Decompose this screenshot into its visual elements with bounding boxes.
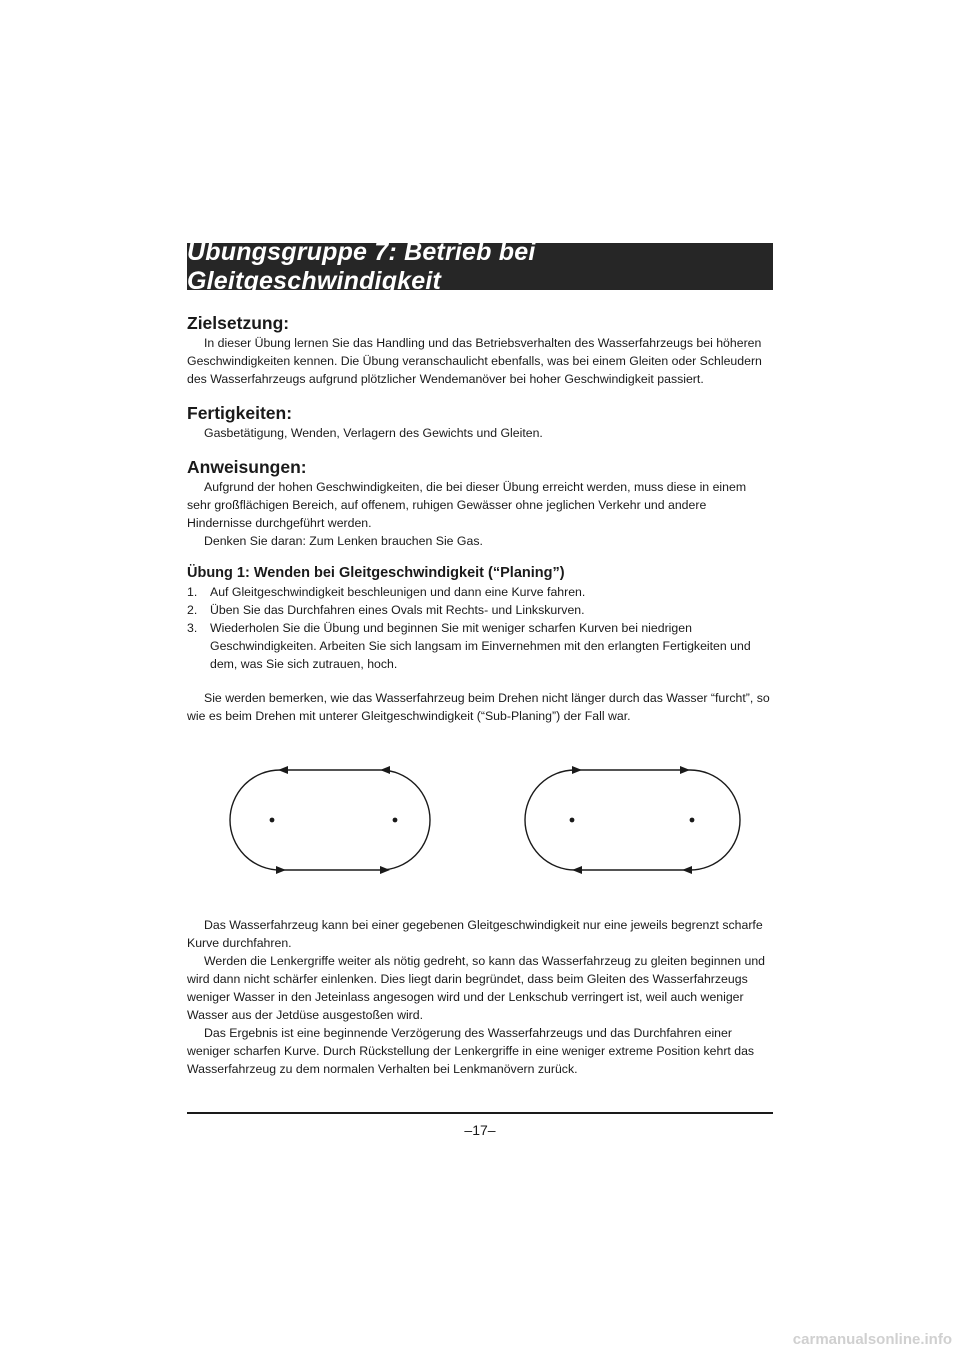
text-after-figure-3: Das Ergebnis ist eine beginnende Verzögerung des Wasserfahrzeugs und das Durchfahren einer weniger scharfen Kurve. Durch Rückstellung der Lenkergriffe in eine weniger extreme Position kehrt das Wasserfahrzeug zu dem normalen Verhalten bei Lenkmanövern zurück. <box>187 1026 755 1076</box>
text-anweisungen-1: Aufgrund der hohen Geschwindigkeiten, die bei dieser Übung erreicht werden, muss diese in einem sehr großflächigen Bereich, auf offenem, ruhigen Gewässer ohne jeglichen Verkehr und andere Hindernisse durchgeführt werden. <box>187 480 747 530</box>
after-figure-content <box>187 916 773 1078</box>
list-item <box>187 619 773 673</box>
heading-zielsetzung: Zielsetzung: <box>187 313 290 333</box>
left-oval-marker-2 <box>393 818 398 823</box>
left-oval-arrow-bottom-1 <box>276 866 286 874</box>
right-oval-arrow-top-1 <box>572 766 582 774</box>
left-oval-arrow-top-2 <box>380 766 390 774</box>
right-oval-path <box>525 770 740 870</box>
step-text: Üben Sie das Durchfahren eines Ovals mit Rechts- und Linkskurven. <box>210 603 585 617</box>
text-after-figure-2: Werden die Lenkergriffe weiter als nötig gedreht, so kann das Wasserfahrzeug zu gleiten beginnen und wird dann nicht schärfer einlenken. Dies liegt darin begründet, dass beim Gleiten des Wasserfahrzeugs weniger Wasser in den Jeteinlass angesogen wird und der Lenkschub verringert ist, weil auch weniger Wasser aus der Jetdüse ausgestoßen wird. <box>187 954 765 1022</box>
left-oval-arrow-bottom-2 <box>380 866 390 874</box>
right-oval-arrow-top-2 <box>680 766 690 774</box>
step-text: Auf Gleitgeschwindigkeit beschleunigen und dann eine Kurve fahren. <box>210 585 586 599</box>
text-anweisungen-2: Denken Sie daran: Zum Lenken brauchen Sie Gas. <box>204 534 483 548</box>
heading-uebung-1: Übung 1: Wenden bei Gleitgeschwindigkeit (“Planing”) <box>187 565 565 581</box>
left-oval-arrow-top-1 <box>278 766 288 774</box>
watermark: carmanualsonline.info <box>792 1331 952 1348</box>
left-oval-path <box>230 770 430 870</box>
footer-divider <box>187 1112 773 1114</box>
right-oval-marker-2 <box>690 818 695 823</box>
step-number: 1. <box>187 585 198 599</box>
oval-course-figure <box>220 760 750 880</box>
text-zielsetzung: In dieser Übung lernen Sie das Handling und das Betriebsverhalten des Wasserfahrzeugs bei höheren Geschwindigkeiten kennen. Die Übung veranschaulicht ebenfalls, was bei einem Gleiten oder Schleudern des Wasserfahrzeugs aufgrund plötzlicher Wendemanöver bei hoher Geschwindigkeit passiert. <box>187 336 762 386</box>
step-text: Wiederholen Sie die Übung und beginnen Sie mit weniger scharfen Kurven bei niedrigen Geschwindigkeiten. Arbeiten Sie sich langsam im Einvernehmen mit den erlangten Fertigkeiten und dem, was Sie sich zutrauen, hoch. <box>210 621 751 671</box>
text-uebung-1-note: Sie werden bemerken, wie das Wasserfahrzeug beim Drehen nicht länger durch das Wasser “furcht”, so wie es beim Drehen mit unterer Gleitgeschwindigkeit (“Sub-Planing”) der Fall war. <box>187 691 770 723</box>
title-banner <box>187 237 773 295</box>
left-oval-marker-1 <box>270 818 275 823</box>
list-item <box>187 583 773 601</box>
right-oval-arrow-bottom-1 <box>572 866 582 874</box>
heading-anweisungen: Anweisungen: <box>187 457 307 477</box>
page-number: –17– <box>464 1122 496 1138</box>
right-oval-marker-1 <box>570 818 575 823</box>
heading-fertigkeiten: Fertigkeiten: <box>187 403 293 423</box>
main-content <box>187 312 773 725</box>
page-title: Übungsgruppe 7: Betrieb bei Gleitgeschwindigkeit <box>187 237 536 295</box>
text-after-figure-1: Das Wasserfahrzeug kann bei einer gegebenen Gleitgeschwindigkeit nur eine jeweils begrenzt scharfe Kurve durchfahren. <box>187 918 763 950</box>
oval-diagram <box>220 760 750 880</box>
list-item <box>187 601 773 619</box>
step-number: 3. <box>187 621 198 635</box>
step-number: 2. <box>187 603 198 617</box>
steps-list <box>187 583 773 673</box>
text-fertigkeiten: Gasbetätigung, Wenden, Verlagern des Gewichts und Gleiten. <box>204 426 543 440</box>
right-oval-arrow-bottom-2 <box>682 866 692 874</box>
